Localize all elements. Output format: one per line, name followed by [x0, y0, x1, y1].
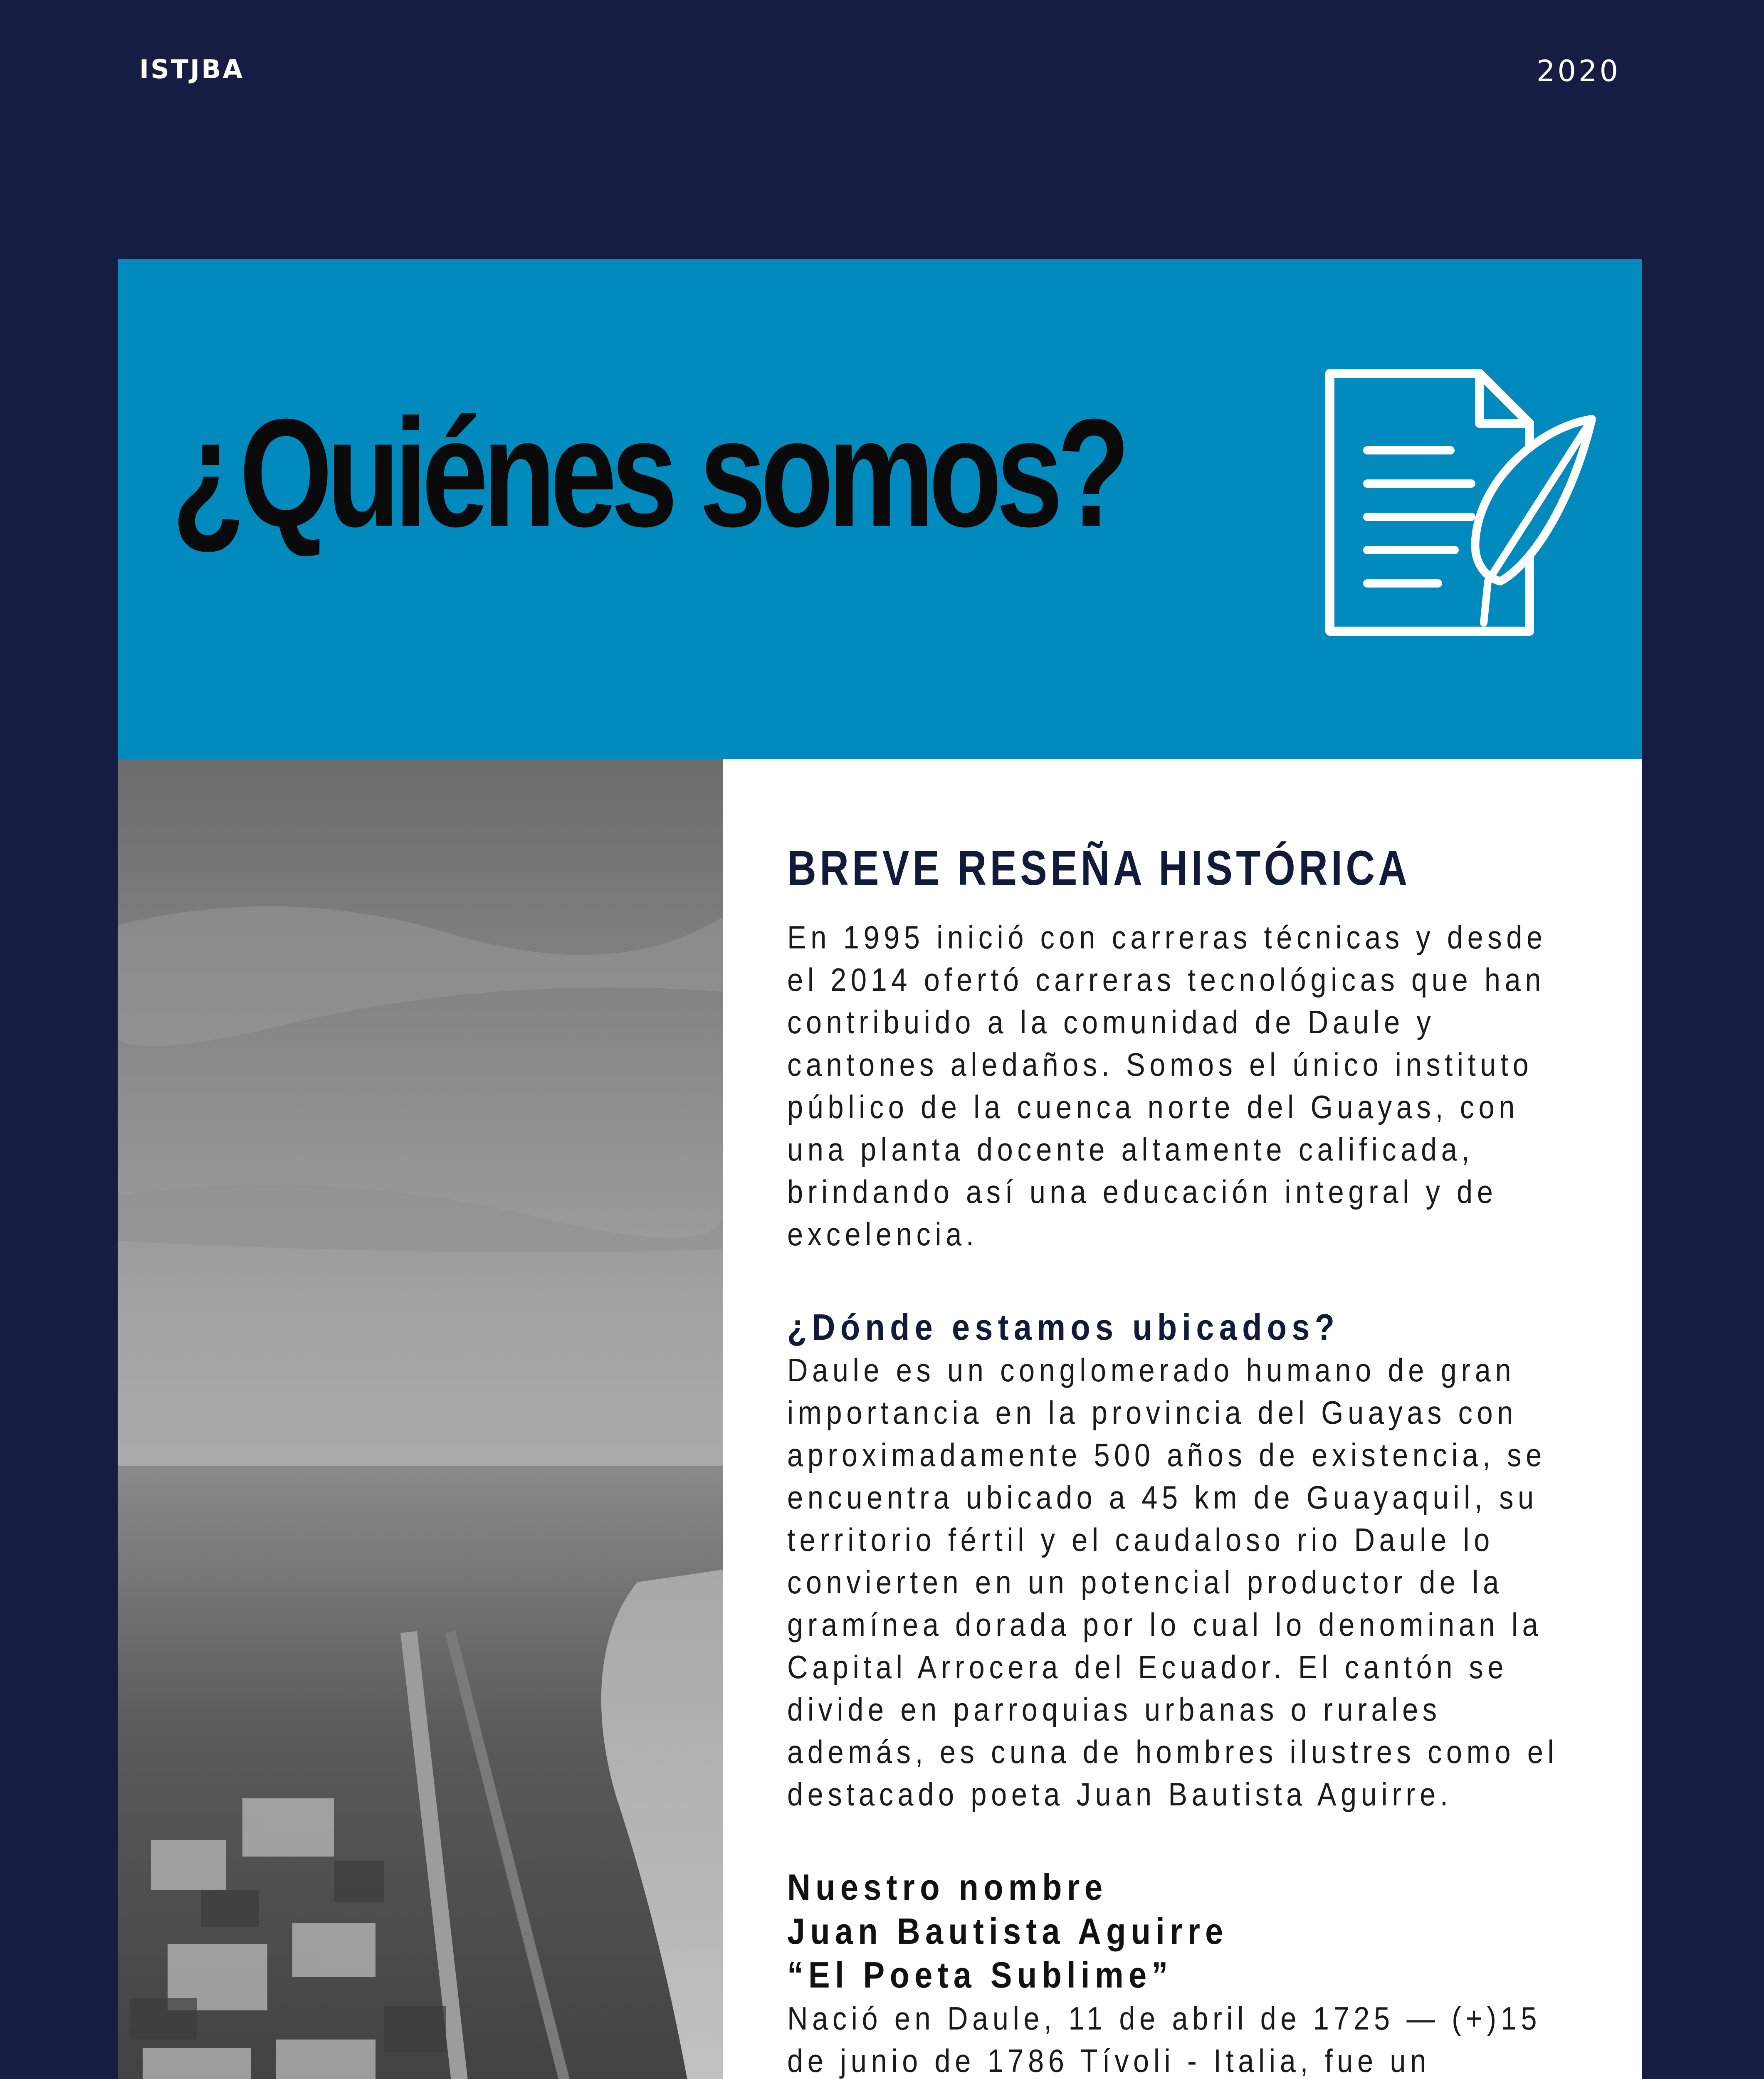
- brand-label: ISTJBA: [139, 54, 245, 84]
- history-heading: BREVE RESEÑA HISTÓRICA: [787, 841, 1411, 896]
- name-heading-2: Juan Bautista Aguirre: [787, 1910, 1228, 1952]
- name-heading-1: Nuestro nombre: [787, 1867, 1108, 1908]
- document-quill-icon: [1305, 365, 1604, 648]
- location-text: Daule es un conglomerado humano de gran importancia en la provincia del Guayas con aproximadamente 500 años de existencia, se encuentra ubicado a 45 km de Guayaquil, su territorio fértil y el caudaloso rio Daule lo convierten en un potencial productor de la gramínea dorada por lo cual lo denominan la Capital Arrocera del Ecuador. El cantón se divide en parroquias urbanas o rurales además, es cuna de hombres ilustres como el destacado poeta Juan Bautista Aguirre.: [787, 1352, 1559, 1813]
- page-title: ¿Quiénes somos?: [172, 387, 1125, 559]
- daule-aerial-photo: [118, 759, 723, 2079]
- content-panel: [723, 759, 1642, 2079]
- header-band: [118, 259, 1642, 759]
- location-heading: ¿Dónde estamos ubicados?: [787, 1306, 1340, 1348]
- name-text: Nació en Daule, 11 de abril de 1725 — (+)15 de junio de 1786 Tívoli - Italia, fue un: [787, 2000, 1542, 2079]
- history-text: En 1995 inició con carreras técnicas y desde el 2014 ofertó carreras tecnológicas que han contribuido a la comunidad de Daule y cantones aledaños. Somos el único instituto público de la cuenca norte del Guayas, con una planta docente altamente calificada, brindando así una educación integral y de excelencia.: [787, 919, 1547, 1252]
- year-label: 2020: [1536, 54, 1621, 88]
- name-heading-3: “El Poeta Sublime”: [787, 1954, 1173, 1996]
